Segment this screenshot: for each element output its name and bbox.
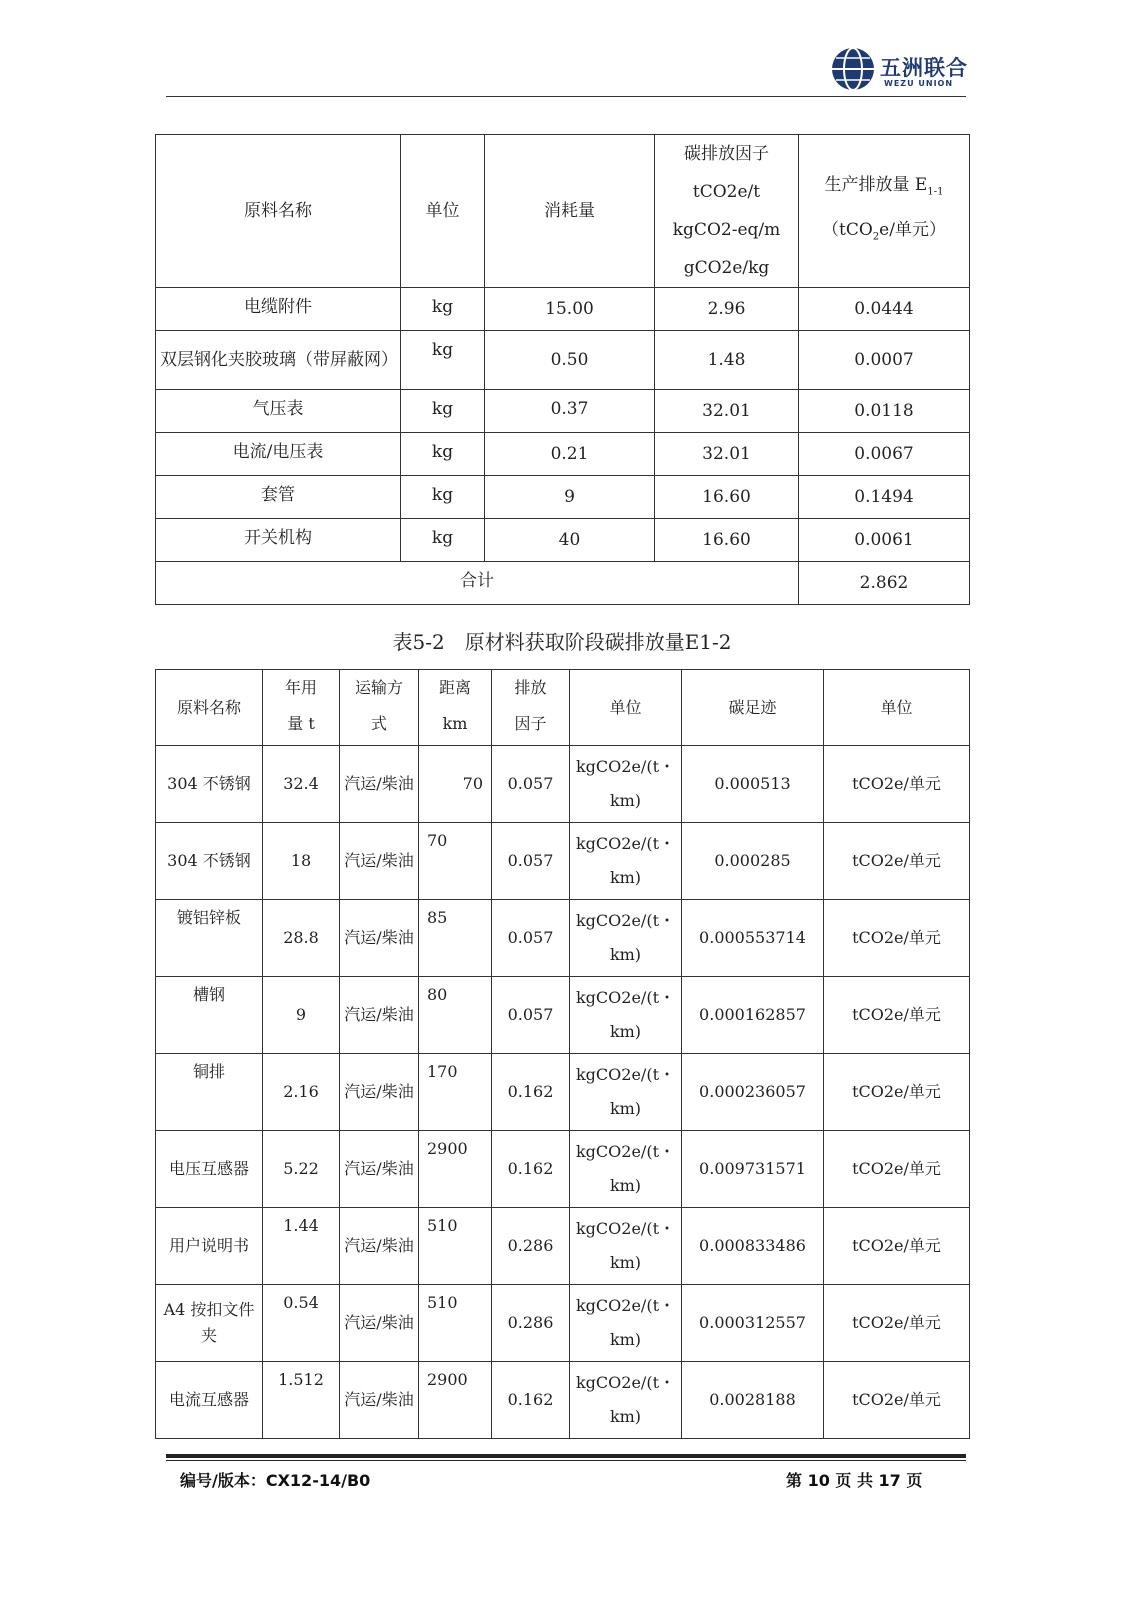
- table-header-row: [156, 670, 970, 746]
- header-cell: 单位: [824, 670, 970, 746]
- cell-unit: kg: [401, 331, 485, 390]
- cell-name: 槽钢: [156, 977, 263, 1054]
- cell-transport: 汽运/柴油: [340, 746, 419, 823]
- cell-transport: 汽运/柴油: [340, 1054, 419, 1131]
- cell-name: 铜排: [156, 1054, 263, 1131]
- logo-text-en: WEZU UNION: [884, 79, 954, 88]
- cell-emission: 0.1494: [799, 476, 970, 519]
- cell-factor: 0.057: [492, 746, 570, 823]
- table-row: [156, 823, 970, 900]
- cell-unit: kg: [401, 433, 485, 476]
- cell-factor: 0.162: [492, 1362, 570, 1439]
- cell-footprint: 0.000162857: [682, 977, 824, 1054]
- cell-factor: 2.96: [655, 288, 799, 331]
- cell-unit: kg: [401, 390, 485, 433]
- cell-emission: 0.0061: [799, 519, 970, 562]
- cell-qty: 18: [263, 823, 340, 900]
- cell-name: 气压表: [156, 390, 401, 433]
- cell-unit: kgCO2e/(t・km): [570, 1208, 682, 1285]
- cell-unit: kg: [401, 519, 485, 562]
- cell-distance: 70: [419, 746, 492, 823]
- cell-unit: kgCO2e/(t・km): [570, 1285, 682, 1362]
- table-row: [156, 977, 970, 1054]
- cell-qty: 1.44: [263, 1208, 340, 1285]
- cell-unit: kgCO2e/(t・km): [570, 900, 682, 977]
- cell-unit: kg: [401, 288, 485, 331]
- cell-footprint: 0.000312557: [682, 1285, 824, 1362]
- cell-name: 304 不锈钢: [156, 823, 263, 900]
- footer-divider-thick: [166, 1454, 966, 1458]
- cell-name: 套管: [156, 476, 401, 519]
- cell-footprint: 0.000833486: [682, 1208, 824, 1285]
- cell-footprint: 0.000513: [682, 746, 824, 823]
- cell-factor: 0.162: [492, 1054, 570, 1131]
- cell-transport: 汽运/柴油: [340, 1285, 419, 1362]
- cell-factor: 0.057: [492, 823, 570, 900]
- table-row: [156, 1362, 970, 1439]
- material-emission-table: [155, 134, 970, 605]
- table-row: [156, 390, 970, 433]
- cell-consumption: 0.21: [485, 433, 655, 476]
- cell-name: 电流互感器: [156, 1362, 263, 1439]
- table-row: [156, 288, 970, 331]
- cell-name: 开关机构: [156, 519, 401, 562]
- cell-distance: 85: [419, 900, 492, 977]
- cell-footprint: 0.0028188: [682, 1362, 824, 1439]
- cell-emission: 0.0067: [799, 433, 970, 476]
- cell-qty: 0.54: [263, 1285, 340, 1362]
- cell-emission: 0.0118: [799, 390, 970, 433]
- cell-unit2: tCO2e/单元: [824, 1208, 970, 1285]
- cell-name: 镀铝锌板: [156, 900, 263, 977]
- cell-transport: 汽运/柴油: [340, 977, 419, 1054]
- cell-unit2: tCO2e/单元: [824, 1362, 970, 1439]
- cell-name: 304 不锈钢: [156, 746, 263, 823]
- cell-unit2: tCO2e/单元: [824, 977, 970, 1054]
- logo-text-cn: 五洲联合: [880, 56, 968, 80]
- document-id: 编号/版本：CX12-14/B0: [180, 1471, 371, 1490]
- cell-distance: 2900: [419, 1362, 492, 1439]
- table-caption: 表5-2 原材料获取阶段碳排放量E1-2: [392, 630, 732, 654]
- cell-factor: 16.60: [655, 519, 799, 562]
- cell-factor: 0.057: [492, 977, 570, 1054]
- cell-distance: 170: [419, 1054, 492, 1131]
- cell-unit2: tCO2e/单元: [824, 746, 970, 823]
- cell-factor: 0.286: [492, 1208, 570, 1285]
- header-cell: 单位: [570, 670, 682, 746]
- cell-footprint: 0.000236057: [682, 1054, 824, 1131]
- cell-distance: 510: [419, 1208, 492, 1285]
- cell-qty: 2.16: [263, 1054, 340, 1131]
- transport-emission-table: [155, 669, 970, 1439]
- header-cell: 年用 量 t: [263, 670, 340, 746]
- cell-qty: 32.4: [263, 746, 340, 823]
- cell-qty: 1.512: [263, 1362, 340, 1439]
- header-cell: 排放 因子: [492, 670, 570, 746]
- cell-footprint: 0.009731571: [682, 1131, 824, 1208]
- cell-unit: kgCO2e/(t・km): [570, 1362, 682, 1439]
- header-cell-emission: 生产排放量 $E_{1-1}$ （tCO$_2$e/单元）: [799, 135, 970, 288]
- cell-qty: 9: [263, 977, 340, 1054]
- table-row: [156, 1054, 970, 1131]
- cell-footprint: 0.000553714: [682, 900, 824, 977]
- header-divider: [166, 96, 966, 97]
- cell-consumption: 0.50: [485, 331, 655, 390]
- cell-name: A4 按扣文件夹: [156, 1285, 263, 1362]
- cell-name: 电流/电压表: [156, 433, 401, 476]
- cell-unit: kgCO2e/(t・km): [570, 823, 682, 900]
- table-total-row: [156, 562, 970, 605]
- cell-factor: 32.01: [655, 433, 799, 476]
- cell-unit: kg: [401, 476, 485, 519]
- cell-factor: 0.162: [492, 1131, 570, 1208]
- cell-unit: kgCO2e/(t・km): [570, 746, 682, 823]
- cell-transport: 汽运/柴油: [340, 1208, 419, 1285]
- cell-distance: 80: [419, 977, 492, 1054]
- cell-consumption: 9: [485, 476, 655, 519]
- cell-unit2: tCO2e/单元: [824, 1285, 970, 1362]
- cell-unit2: tCO2e/单元: [824, 1054, 970, 1131]
- cell-emission: 0.0007: [799, 331, 970, 390]
- header-cell-factor: 碳排放因子 tCO2e/t kgCO2-eq/m gCO2e/kg: [655, 135, 799, 288]
- cell-name: 用户说明书: [156, 1208, 263, 1285]
- cell-factor: 1.48: [655, 331, 799, 390]
- cell-consumption: 40: [485, 519, 655, 562]
- cell-transport: 汽运/柴油: [340, 900, 419, 977]
- cell-emission: 0.0444: [799, 288, 970, 331]
- header-cell: 消耗量: [485, 135, 655, 288]
- cell-consumption: 0.37: [485, 390, 655, 433]
- cell-unit: kgCO2e/(t・km): [570, 1131, 682, 1208]
- table-header-row: [156, 135, 970, 288]
- cell-transport: 汽运/柴油: [340, 1131, 419, 1208]
- cell-distance: 70: [419, 823, 492, 900]
- table-row: [156, 519, 970, 562]
- cell-unit: kgCO2e/(t・km): [570, 977, 682, 1054]
- table-row: [156, 476, 970, 519]
- footer-divider-thin: [166, 1460, 966, 1461]
- total-label: 合计: [156, 562, 799, 605]
- header-cell: 单位: [401, 135, 485, 288]
- total-value: 2.862: [799, 562, 970, 605]
- header-cell: 碳足迹: [682, 670, 824, 746]
- cell-consumption: 15.00: [485, 288, 655, 331]
- cell-transport: 汽运/柴油: [340, 1362, 419, 1439]
- table-row: [156, 900, 970, 977]
- table-row: [156, 1131, 970, 1208]
- table-row: [156, 746, 970, 823]
- table-row: [156, 1208, 970, 1285]
- cell-name: 电压互感器: [156, 1131, 263, 1208]
- cell-footprint: 0.000285: [682, 823, 824, 900]
- cell-unit: kgCO2e/(t・km): [570, 1054, 682, 1131]
- cell-factor: 32.01: [655, 390, 799, 433]
- cell-name: 电缆附件: [156, 288, 401, 331]
- cell-distance: 510: [419, 1285, 492, 1362]
- table-row: [156, 433, 970, 476]
- header-cell: 原料名称: [156, 670, 263, 746]
- table-row: [156, 1285, 970, 1362]
- cell-unit2: tCO2e/单元: [824, 1131, 970, 1208]
- table-row: [156, 331, 970, 390]
- globe-logo-icon: [830, 44, 876, 94]
- cell-factor: 0.057: [492, 900, 570, 977]
- header-cell: 原料名称: [156, 135, 401, 288]
- cell-qty: 28.8: [263, 900, 340, 977]
- page-number: 第 10 页 共 17 页: [786, 1471, 923, 1490]
- cell-distance: 2900: [419, 1131, 492, 1208]
- cell-transport: 汽运/柴油: [340, 823, 419, 900]
- header-cell: 距离 km: [419, 670, 492, 746]
- cell-unit2: tCO2e/单元: [824, 823, 970, 900]
- header-cell: 运输方 式: [340, 670, 419, 746]
- cell-qty: 5.22: [263, 1131, 340, 1208]
- cell-factor: 16.60: [655, 476, 799, 519]
- cell-unit2: tCO2e/单元: [824, 900, 970, 977]
- cell-name: 双层钢化夹胶玻璃（带屏蔽网）: [156, 331, 401, 390]
- cell-factor: 0.286: [492, 1285, 570, 1362]
